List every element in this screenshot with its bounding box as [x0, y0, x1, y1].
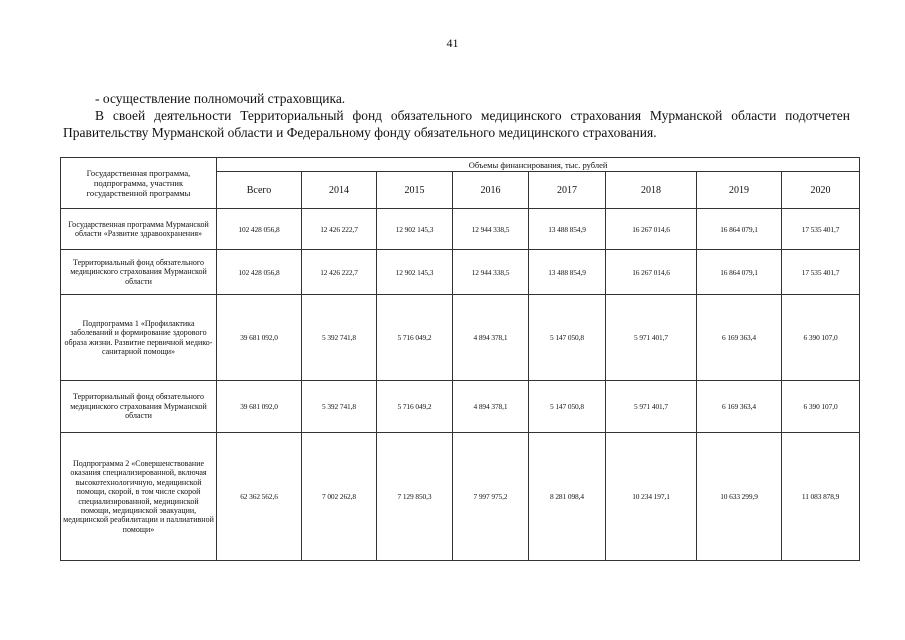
cell-2017: 13 488 854,9: [529, 209, 606, 250]
cell-2014: 7 002 262,8: [302, 433, 377, 561]
column-header-2018: 2018: [606, 172, 697, 209]
cell-2017: 5 147 050,8: [529, 295, 606, 381]
cell-2015: 5 716 049,2: [377, 381, 453, 433]
column-header-2019: 2019: [697, 172, 782, 209]
paragraph-authority: - осуществление полномочий страховщика.: [95, 91, 346, 106]
table-row: [61, 209, 860, 250]
cell-2018: 5 971 401,7: [606, 295, 697, 381]
cell-2019: 6 169 363,4: [697, 295, 782, 381]
row-name: Государственная программа Мурманской области «Развитие здравоохранения»: [61, 209, 217, 250]
cell-total: 102 428 056,8: [217, 209, 302, 250]
cell-2017: 8 281 098,4: [529, 433, 606, 561]
page-number: 41: [446, 36, 459, 50]
cell-2016: 12 944 338,5: [453, 250, 529, 295]
cell-2019: 6 169 363,4: [697, 381, 782, 433]
cell-total: 39 681 092,0: [217, 295, 302, 381]
row-name: Территориальный фонд обязательного медицинского страхования Мурманской области: [61, 381, 217, 433]
cell-total: 62 362 562,6: [217, 433, 302, 561]
funding-table: [60, 157, 860, 561]
table-row: [61, 295, 860, 381]
funding-group-header: Объемы финансирования, тыс. рублей: [217, 158, 860, 172]
cell-2018: 10 234 197,1: [606, 433, 697, 561]
column-header-2014: 2014: [302, 172, 377, 209]
cell-2018: 16 267 014,6: [606, 250, 697, 295]
cell-2014: 12 426 222,7: [302, 209, 377, 250]
row-name: Подпрограмма 2 «Совершенствование оказания специализированной, включая высокотехнологичную, медицинской помощи, скорой, в том числе скорой специализированной, медицинской помощи, медицинской эвакуации, медицинской реабилитации и паллиативной помощи»: [61, 433, 217, 561]
program-column-header: Государственная программа, подпрограмма, участник государственной программы: [61, 158, 217, 209]
cell-2016: 12 944 338,5: [453, 209, 529, 250]
cell-2015: 12 902 145,3: [377, 209, 453, 250]
cell-2020: 17 535 401,7: [782, 209, 860, 250]
cell-2020: 17 535 401,7: [782, 250, 860, 295]
row-name: Подпрограмма 1 «Профилактика заболеваний и формирование здорового образа жизни. Развитие первичной медико-санитарной помощи»: [61, 295, 217, 381]
paragraph-accountability: В своей деятельности Территориальный фонд обязательного медицинского страхования Мурманской области подотчетен Правительству Мурманской области и Федеральному фонду обязательного медицинского страхования.: [63, 108, 850, 140]
cell-total: 39 681 092,0: [217, 381, 302, 433]
cell-2014: 5 392 741,8: [302, 295, 377, 381]
cell-2020: 11 083 878,9: [782, 433, 860, 561]
cell-2019: 16 864 079,1: [697, 250, 782, 295]
column-header-2017: 2017: [529, 172, 606, 209]
column-header-2020: 2020: [782, 172, 860, 209]
cell-2020: 6 390 107,0: [782, 381, 860, 433]
cell-2015: 5 716 049,2: [377, 295, 453, 381]
table-row: [61, 433, 860, 561]
cell-2019: 16 864 079,1: [697, 209, 782, 250]
column-header-total: Всего: [217, 172, 302, 209]
table-row: [61, 381, 860, 433]
column-header-2015: 2015: [377, 172, 453, 209]
row-name: Территориальный фонд обязательного медицинского страхования Мурманской области: [61, 250, 217, 295]
cell-2015: 12 902 145,3: [377, 250, 453, 295]
table-row: [61, 250, 860, 295]
cell-2017: 5 147 050,8: [529, 381, 606, 433]
cell-2017: 13 488 854,9: [529, 250, 606, 295]
column-header-2016: 2016: [453, 172, 529, 209]
cell-2016: 4 894 378,1: [453, 295, 529, 381]
cell-2016: 4 894 378,1: [453, 381, 529, 433]
cell-2016: 7 997 975,2: [453, 433, 529, 561]
cell-2014: 5 392 741,8: [302, 381, 377, 433]
cell-2015: 7 129 850,3: [377, 433, 453, 561]
cell-2019: 10 633 299,9: [697, 433, 782, 561]
cell-total: 102 428 056,8: [217, 250, 302, 295]
cell-2014: 12 426 222,7: [302, 250, 377, 295]
cell-2018: 16 267 014,6: [606, 209, 697, 250]
cell-2020: 6 390 107,0: [782, 295, 860, 381]
cell-2018: 5 971 401,7: [606, 381, 697, 433]
